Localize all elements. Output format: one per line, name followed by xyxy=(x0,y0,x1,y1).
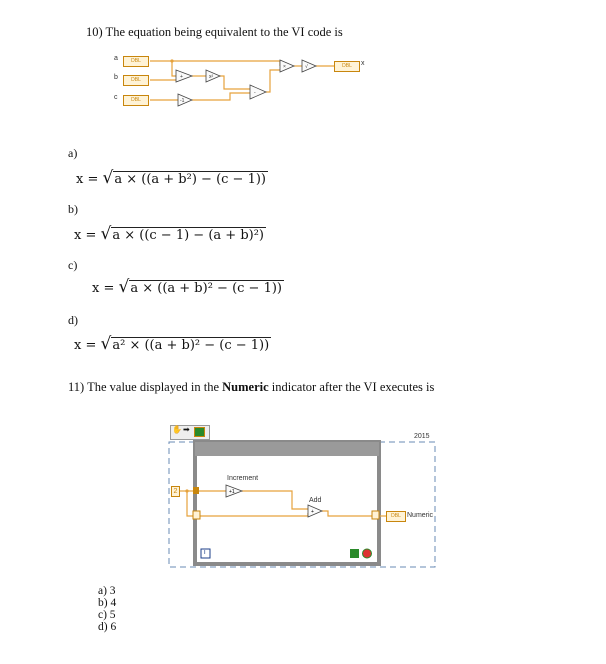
q10-title: 10) The equation being equivalent to the VI code is xyxy=(86,25,343,39)
left-shift-register xyxy=(193,511,200,519)
q11-wires xyxy=(168,425,438,570)
loop-tunnel xyxy=(193,487,199,494)
option-b-radicand: a × ((c − 1) − (a + b)²) xyxy=(112,228,264,243)
answer-d: d) 6 xyxy=(98,621,117,633)
q11-title xyxy=(68,380,434,395)
option-d-letter: d) xyxy=(68,313,78,327)
input-c-label: c xyxy=(114,94,118,101)
answer-b: b) 4 xyxy=(98,597,117,609)
input-c-terminal: DBL xyxy=(123,95,149,106)
option-d-equation xyxy=(74,334,271,354)
option-a-letter: a) xyxy=(68,146,78,160)
output-x-label: x xyxy=(361,60,365,67)
svg-text:+: + xyxy=(180,74,183,80)
count-constant[interactable]: 2 xyxy=(171,486,180,497)
hand-icon[interactable]: ✋ xyxy=(172,425,182,434)
svg-text:-: - xyxy=(254,90,256,96)
increment-label: Increment xyxy=(227,475,259,482)
input-b-terminal: DBL xyxy=(123,75,149,86)
radical-sign: √ xyxy=(118,277,130,297)
svg-text:+: + xyxy=(311,509,314,515)
output-x-terminal: DBL xyxy=(334,61,360,72)
iteration-terminal-label: i xyxy=(204,549,206,556)
answer-c: c) 5 xyxy=(98,609,116,621)
q11-answers xyxy=(98,585,116,633)
option-c-equation xyxy=(92,277,284,297)
numeric-indicator: DBL xyxy=(386,511,406,522)
svg-text:-1: -1 xyxy=(180,98,185,104)
option-d-lhs: x = xyxy=(74,338,97,353)
add-label: Add xyxy=(309,497,322,504)
option-d-radicand: a² × ((a + b)² − (c − 1)) xyxy=(112,338,270,353)
option-c-radicand: a × ((a + b)² − (c − 1)) xyxy=(130,281,282,296)
input-a-label: a xyxy=(114,55,118,62)
radical-sign: √ xyxy=(102,168,114,188)
arrow-icon[interactable]: ➡ xyxy=(183,425,190,434)
subtract-primitive xyxy=(250,85,266,99)
q11-title-bold: Numeric xyxy=(222,380,269,394)
option-b-lhs: x = xyxy=(74,228,97,243)
radical-sign: √ xyxy=(100,224,112,244)
input-b-label: b xyxy=(114,74,118,81)
option-b-equation xyxy=(74,224,266,244)
add-primitive-1 xyxy=(176,70,192,82)
option-b-letter: b) xyxy=(68,202,78,216)
radical-sign: √ xyxy=(100,334,112,354)
svg-text:×: × xyxy=(283,64,286,70)
input-a-terminal: DBL xyxy=(123,56,149,67)
answer-a: a) 3 xyxy=(98,585,116,597)
right-shift-register xyxy=(372,511,379,519)
q10-block-diagram xyxy=(110,52,380,112)
wire-junction xyxy=(170,59,173,62)
numeric-indicator-label: Numeric xyxy=(407,512,434,519)
svg-text:+1: +1 xyxy=(229,489,235,495)
option-c-letter: c) xyxy=(68,258,78,272)
q11-title-suffix: indicator after the VI executes is xyxy=(268,380,435,394)
option-a-lhs: x = xyxy=(76,172,99,187)
option-a-equation xyxy=(76,168,268,188)
svg-text:x²: x² xyxy=(209,74,214,80)
q11-title-prefix: 11) The value displayed in the xyxy=(68,380,223,394)
version-label: 2015 xyxy=(414,433,430,440)
q11-block-diagram xyxy=(168,425,438,570)
option-a-radicand: a × ((a + b²) − (c − 1)) xyxy=(114,172,266,187)
option-c-lhs: x = xyxy=(92,281,115,296)
svg-text:√: √ xyxy=(305,64,308,70)
